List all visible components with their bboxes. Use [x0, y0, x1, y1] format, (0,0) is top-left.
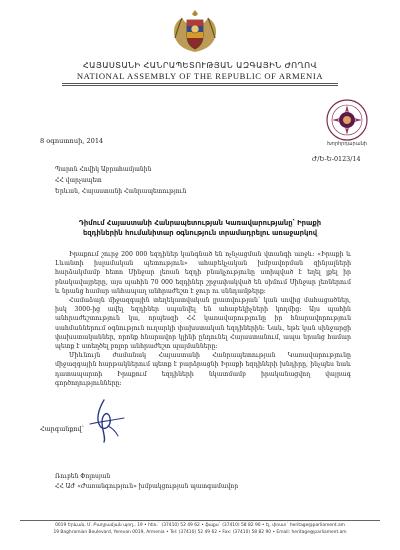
closing-regards: Հարգանքով՝ — [40, 425, 84, 433]
signer-name: Ռուբեն Փոլոսյան — [55, 473, 111, 480]
footer-divider — [20, 520, 380, 521]
signer-block — [55, 472, 238, 491]
recipient-name: Պարոն Հովիկ Աբրահամյանին — [55, 166, 152, 173]
coat-of-arms-icon — [170, 8, 220, 54]
recipient-address: Երևան, Հայաստանի Հանրապետություն — [55, 188, 187, 195]
signer-title: ՀՀ ԱԺ «Ժառանգություն» խմբակցության պատգամավոր — [55, 482, 239, 490]
subject-line: եզդիներին հումանիտար օգնություն տրամադրելու առաջարկով — [82, 229, 318, 237]
header-divider — [62, 85, 338, 86]
body-paragraph: Համաձայն միջազգային տեղեկատվական լրատվության՝ կան սովից մահացածներ, իսկ 3000-ից ավել եզդիներ սպանվել են ահաբեկիչների կողմից: Այս պահին անհրաժեշտություն կա, որպեսզի ՀՀ կառավարությունը իր հնարավորություն սահմաններում օգնություն ուղարկի փախստական եզդիներին: Նաև, եթե կան սինջարցի փախստականներ, որոնք հնարավոր կլինի ընդունել Հայաստանում, ապա նրանց համար պետք է ստեղծել բոլոր անհրաժեշտ պայմանները: — [55, 297, 351, 351]
handwritten-signature-icon — [84, 396, 130, 444]
recipient-title: ՀՀ վարչապետ — [55, 177, 102, 184]
seal-caption: Խորհրդարանի — [327, 141, 367, 147]
footer-address-armenian: 0019 Երևան, Մ. Բաղրամյան պող., 19 • հեռ.` (37410) 52 49 62 • ֆաքս` (37410) 58 82 90 • էլ. փոստ` heritage@parliament.am — [55, 523, 345, 528]
recipient-block — [55, 164, 186, 197]
body-paragraph: Իրաքում շուրջ 200 000 եզդիներ կանգնած են ոչնչացման վտանգի առջև: «Իրաքի և Լևանտի իսլամական պետություն» ահաբեկչական խմբավորման զինյալների հարձակմամբ հետո Սինջար լեռան եզդի բնակչությունը ստիպված է եղել լքել իր բնակավայրերը, այս պահին 70 000 եզդիներ շրջափակված են սիմում Սինջար լեռներում և նրանց համար անհապաղ անհրաժեշտ է ջուր ու սննդամթերք: — [55, 251, 351, 295]
body-paragraph: Միևնույն ժամանակ Հայաստանի Հանրապետության Կառավարությունը միջազգային հարթակներում պետք է բարձրացնի Իրաքի եզդիների խնդիրը, ինչպես նաև դատապարտի Իրաքում եզդիների նկատմամբ իրականացվող վայրագ գործողությունները: — [55, 352, 351, 387]
footer-address-english: 19 Baghramian Boulevard, Yerevan 0019, Armenia • Tel: (37410) 52 49 62 • Fax: (37410) 58 82 90 • Email: heritage@parliament.am — [53, 530, 347, 535]
letter-subject — [40, 218, 360, 238]
letter-body — [55, 250, 351, 388]
header-divider — [62, 83, 338, 84]
subject-line: Դիմում Հայաստանի Հանրապետության Կառավարությանը՝ Իրաքի — [78, 219, 322, 227]
org-name-english: NATIONAL ASSEMBLY OF THE REPUBLIC OF ARMENIA — [76, 71, 324, 81]
reference-number: Ժ/Ե-Ե-0123/14 — [312, 155, 361, 163]
letter-date: 8 օգոստոսի, 2014 — [40, 137, 104, 145]
org-name-armenian: ՀԱՅԱՍՏԱՆԻ ՀԱՆՐԱՊԵՏՈՒԹՅԱՆ ԱԶԳԱՅԻՆ ԺՈՂՈՎ — [82, 60, 318, 70]
